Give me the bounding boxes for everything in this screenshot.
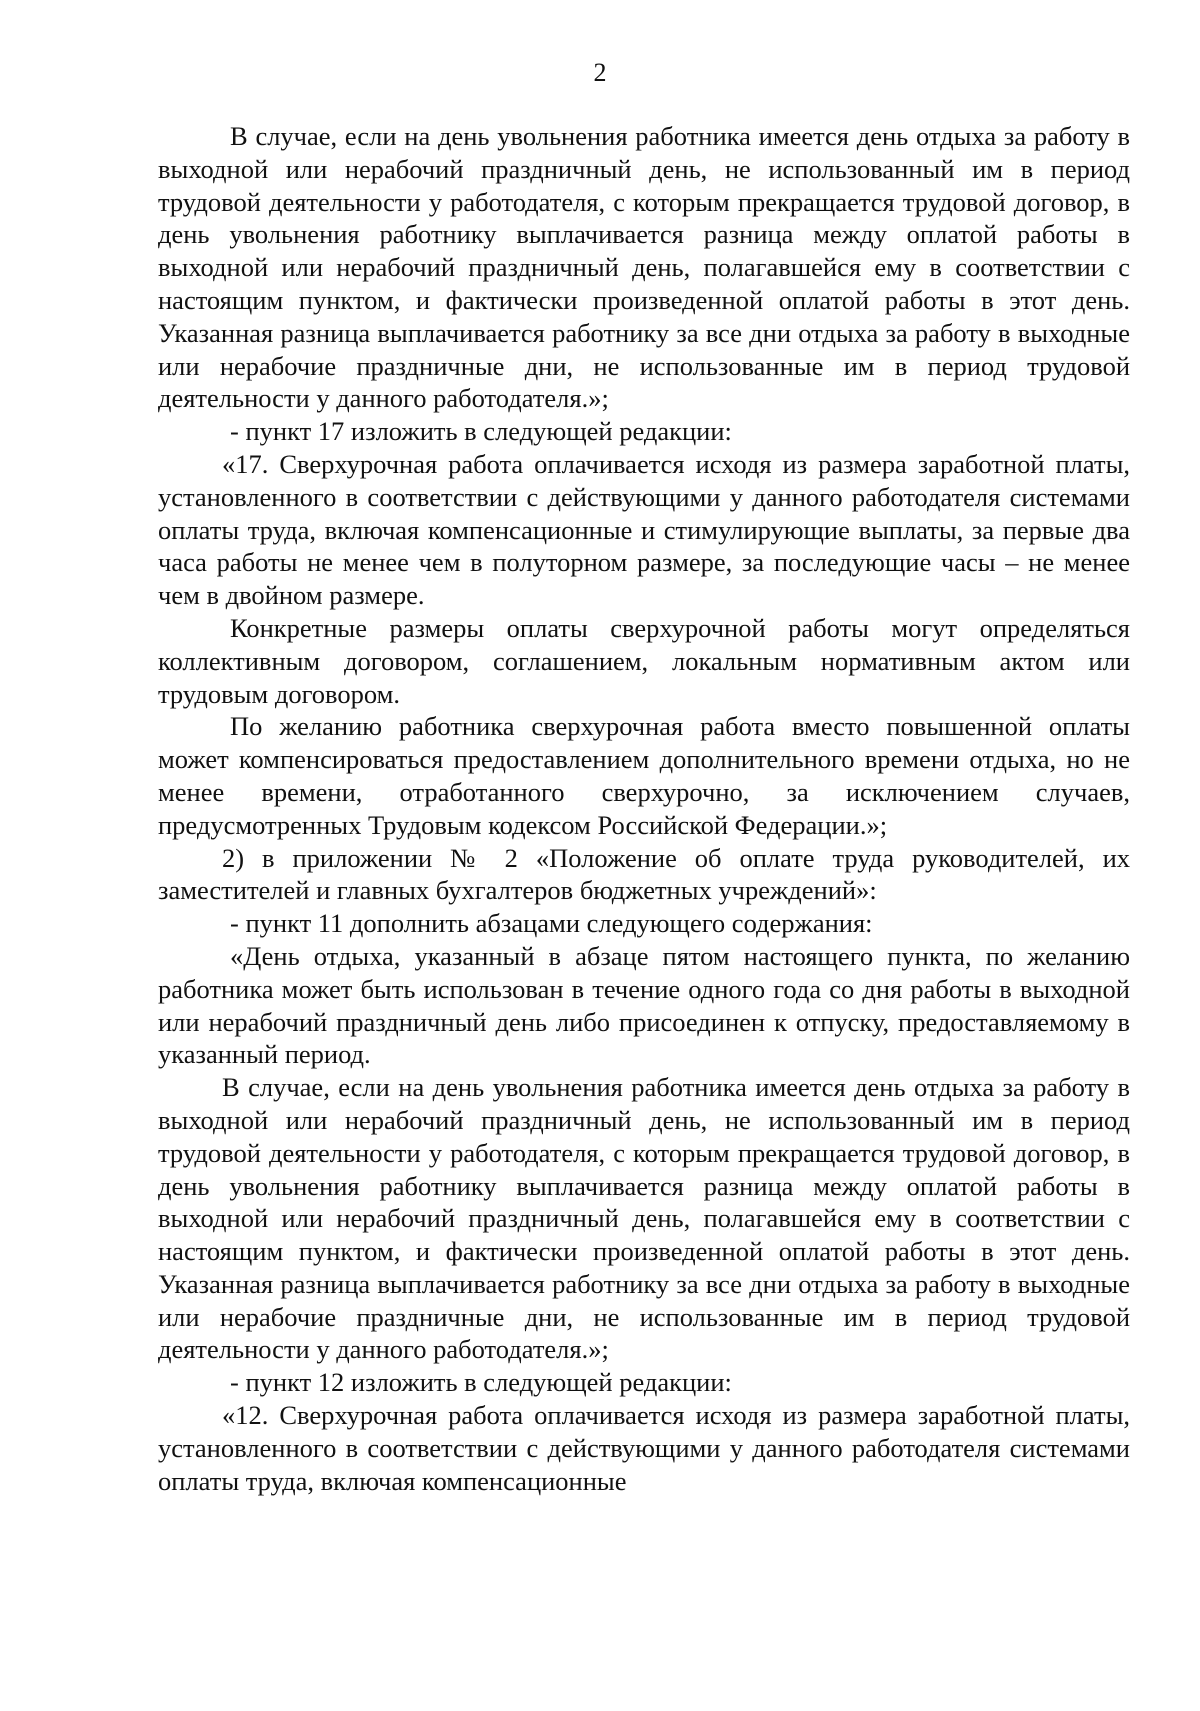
- paragraph-item-17-overtime: «17. Сверхурочная работа оплачивается исходя из размера заработной платы, установленного в соответствии с действующими у данного работодателя системами оплаты труда, включая компенсационные и стимулирующие выплаты, за первые два часа работы не менее чем в полуторном размере, за последующие часы – не менее чем в двойном размере.: [158, 448, 1130, 611]
- paragraph-dismissal-compensation-2: В случае, если на день увольнения работника имеется день отдыха за работу в выходной или нерабочий праздничный день, не использованный им в период трудовой деятельности у работодателя, с которым прекращается трудовой договор, в день увольнения работнику выплачивается разница между оплатой работы в выходной или нерабочий праздничный день, полагавшейся ему в соответствии с настоящим пунктом, и фактически произведенной оплатой работы в этот день. Указанная разница выплачивается работнику за все дни отдыха за работу в выходные или нерабочие праздничные дни, не использованные им в период трудовой деятельности у данного работодателя.»;: [158, 1072, 1130, 1365]
- document-body: [158, 120, 1130, 1497]
- paragraph-dismissal-compensation: В случае, если на день увольнения работника имеется день отдыха за работу в выходной или нерабочий праздничный день, не использованный им в период трудовой деятельности у работодателя, с которым прекращается трудовой договор, в день увольнения работнику выплачивается разница между оплатой работы в выходной или нерабочий праздничный день, полагавшейся ему в соответствии с настоящим пунктом, и фактически произведенной оплатой работы в этот день. Указанная разница выплачивается работнику за все дни отдыха за работу в выходные или нерабочие праздничные дни, не использованные им в период трудовой деятельности у данного работодателя.»;: [158, 121, 1130, 414]
- paragraph-item-12-overtime: «12. Сверхурочная работа оплачивается исходя из размера заработной платы, установленного в соответствии с действующими у данного работодателя системами оплаты труда, включая компенсационные: [158, 1400, 1130, 1496]
- page-number: 2: [593, 58, 607, 87]
- paragraph-overtime-amounts: Конкретные размеры оплаты сверхурочной работы могут определяться коллективным договором, соглашением, локальным нормативным актом или трудовым договором.: [158, 612, 1130, 709]
- paragraph-item-11-heading: - пункт 11 дополнить абзацами следующего содержания:: [230, 908, 873, 939]
- paragraph-item-17-heading: - пункт 17 изложить в следующей редакции:: [230, 416, 732, 447]
- paragraph-appendix-2: 2) в приложении № 2 «Положение об оплате труда руководителей, их заместителей и главных бухгалтеров бюджетных учреждений»:: [158, 842, 1130, 906]
- paragraph-day-off-usage: «День отдыха, указанный в абзаце пятом настоящего пункта, по желанию работника может быть использован в течение одного года со дня работы в выходной или нерабочий праздничный день либо присоединен к отпуску, предоставляемому в указанный период.: [158, 940, 1130, 1070]
- paragraph-item-12-heading: - пункт 12 изложить в следующей редакции:: [230, 1367, 732, 1398]
- paragraph-overtime-rest-time: По желанию работника сверхурочная работа вместо повышенной оплаты может компенсироваться предоставлением дополнительного времени отдыха, но не менее времени, отработанного сверхурочно, за исключением случаев, предусмотренных Трудовым кодексом Российской Федерации.»;: [158, 711, 1130, 840]
